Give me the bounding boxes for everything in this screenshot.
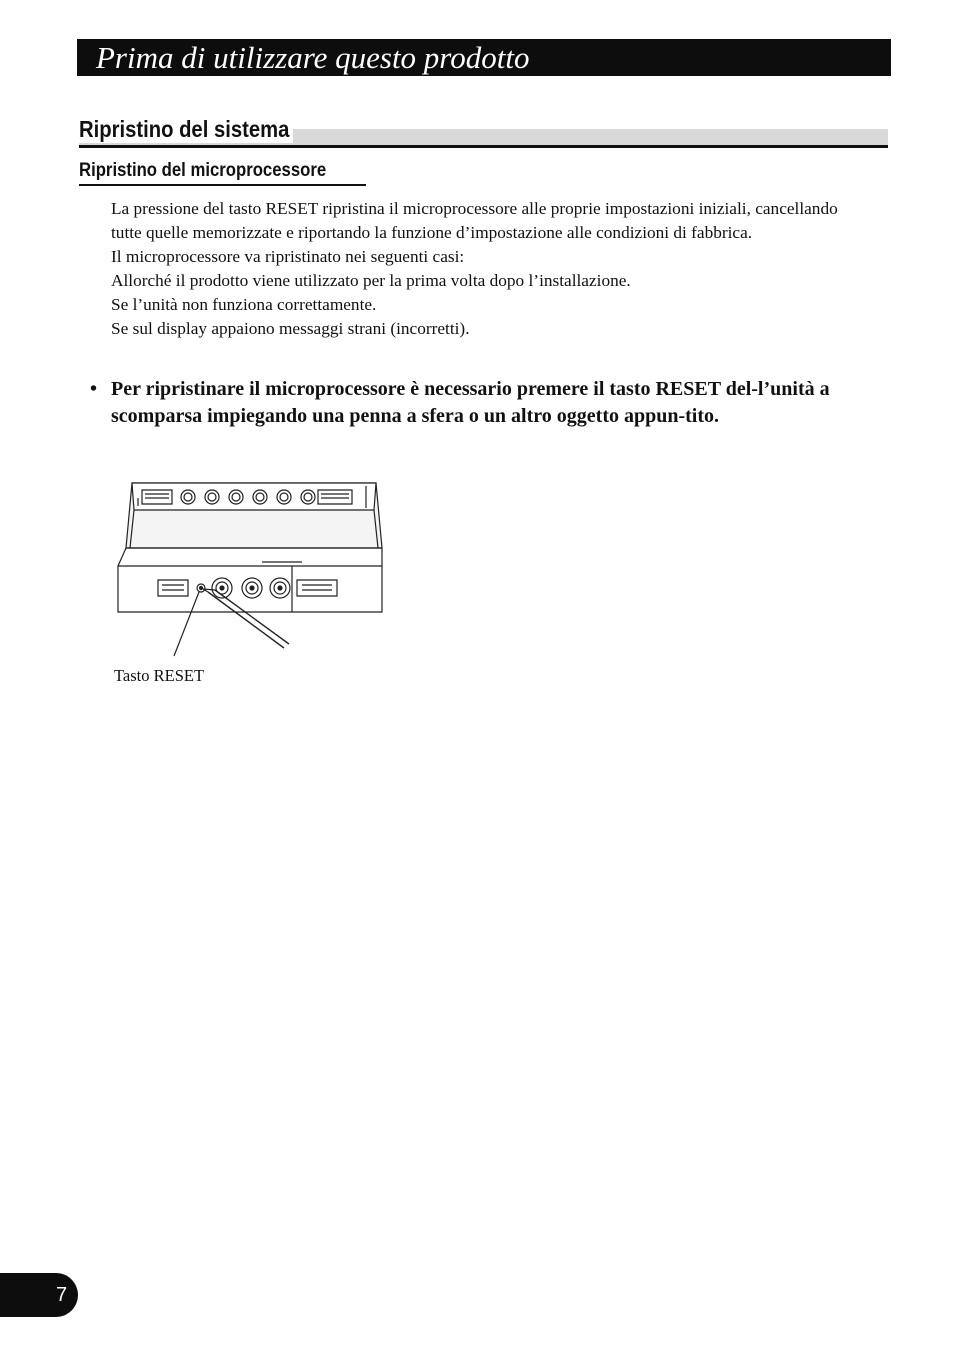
chapter-title-banner [77,39,891,76]
bullet-symbol: • [90,378,98,400]
reset-button-label: Tasto RESET [114,666,205,685]
chapter-title: Prima di utilizzare questo prodotto [96,40,530,75]
subsection-title: Ripristino del microprocessore [79,160,327,181]
subsection-heading [79,158,366,186]
bullet-text: Per ripristinare il microprocessore è necessario premere il tasto RESET del-l’unità a scomparsa impiegando una penna a sfera o un altro oggetto appun-tito. [111,378,830,427]
section-title: Ripristino del sistema [79,115,293,143]
paragraph-cases: Il microprocessore va ripristinato nei seguenti casi: [111,247,465,266]
paragraph-case-malfunction: Se l’unità non funziona correttamente. [111,295,377,314]
section-heading [79,115,888,148]
page-number: 7 [56,1284,68,1306]
body-text [111,197,871,341]
paragraph-case-first-use: Allorché il prodotto viene utilizzato per la prima volta dopo l’installazione. [111,271,631,290]
paragraph-intro: La pressione del tasto RESET ripristina il microprocessore alle proprie impostazioni iniziali, cancellando tutte quelle memorizzate e riportando la funzione d’impostazione alle condizioni di fabbrica. [111,199,838,242]
hideaway-unit-illustration [112,478,386,658]
page-number-tab [0,1273,78,1317]
paragraph-case-strange-messages: Se sul display appaiono messaggi strani (incorretti). [111,319,470,338]
